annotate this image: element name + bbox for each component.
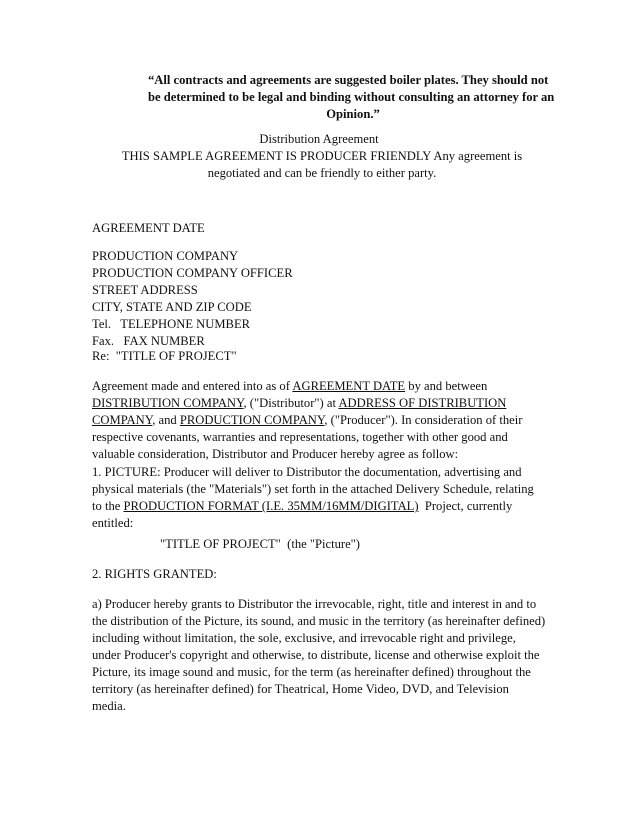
picture-line-4: entitled: xyxy=(92,516,134,530)
project-title-line xyxy=(92,536,572,553)
intro-distribution-company: DISTRIBUTION COMPANY xyxy=(92,396,244,410)
notice-line-1: THIS SAMPLE AGREEMENT IS PRODUCER FRIENDLY Any agreement is xyxy=(121,149,523,163)
rights-heading-text: 2. RIGHTS GRANTED: xyxy=(92,567,217,581)
notice-line-2: negotiated and can be friendly to either party. xyxy=(207,166,437,180)
rights-line-1: a) Producer hereby grants to Distributor the irrevocable, right, title and interest in and to xyxy=(92,597,537,611)
re-line xyxy=(92,348,572,365)
intro-address-2: COMPANY xyxy=(92,413,153,427)
address-line-street: STREET ADDRESS xyxy=(92,283,198,297)
address-line-officer: PRODUCTION COMPANY OFFICER xyxy=(92,266,293,280)
intro-line-2 xyxy=(92,395,572,412)
intro-paragraph xyxy=(92,378,572,463)
disclaimer-line-1: “All contracts and agreements are suggested boiler plates. They should not xyxy=(148,73,549,87)
picture-line-1: 1. PICTURE: Producer will deliver to Distributor the documentation, advertising and xyxy=(92,465,522,479)
intro-text-1: Agreement made and entered into as of xyxy=(92,379,293,393)
rights-line-7: media. xyxy=(92,699,126,713)
intro-text-4: , and xyxy=(152,413,180,427)
producer-notice xyxy=(92,148,552,182)
intro-address-1: ADDRESS OF DISTRIBUTION xyxy=(338,396,507,410)
disclaimer-line-2: be determined to be legal and binding without consulting an attorney for an xyxy=(148,90,555,104)
project-title-text: "TITLE OF PROJECT" (the "Picture") xyxy=(160,537,360,551)
disclaimer-line-3: Opinion.” xyxy=(326,107,380,121)
rights-line-5: Picture, its image sound and music, for the term (as hereinafter defined) throughout the xyxy=(92,665,531,679)
intro-text-5: , ("Producer"). In consideration of their xyxy=(324,413,523,427)
picture-production-format: PRODUCTION FORMAT (I.E. 35MM/16MM/DIGITAL) xyxy=(123,499,419,513)
address-line-tel: Tel. TELEPHONE NUMBER xyxy=(92,317,251,331)
intro-line-4: respective covenants, warranties and representations, together with other good and xyxy=(92,430,508,444)
disclaimer xyxy=(148,72,558,123)
address-line-company: PRODUCTION COMPANY xyxy=(92,249,239,263)
rights-line-3: including without limitation, the sole, exclusive, and irrevocable right and privilege, xyxy=(92,631,516,645)
picture-text-post: Project, currently xyxy=(418,499,513,513)
intro-line-3 xyxy=(92,412,572,429)
rights-line-6: territory (as hereinafter defined) for Theatrical, Home Video, DVD, and Television xyxy=(92,682,509,696)
rights-heading xyxy=(92,566,572,583)
address-line-fax: Fax. FAX NUMBER xyxy=(92,334,205,348)
address-line-city: CITY, STATE AND ZIP CODE xyxy=(92,300,252,314)
agreement-date-text: AGREEMENT DATE xyxy=(92,221,205,235)
picture-section xyxy=(92,464,572,532)
document-title: Distribution Agreement xyxy=(259,132,379,146)
intro-agreement-date: AGREEMENT DATE xyxy=(292,379,406,393)
rights-line-4: under Producer's copyright and otherwise, to distribute, license and otherwise exploit the xyxy=(92,648,540,662)
intro-line-1 xyxy=(92,378,572,395)
address-block xyxy=(92,248,572,350)
intro-text-2: by and between xyxy=(405,379,488,393)
picture-line-2: physical materials (the "Materials") set forth in the attached Delivery Schedule, relating xyxy=(92,482,534,496)
picture-text-pre: to the xyxy=(92,499,124,513)
re-line-text: Re: "TITLE OF PROJECT" xyxy=(92,349,237,363)
intro-line-5: valuable consideration, Distributor and Producer hereby agree as follow: xyxy=(92,447,459,461)
intro-production-company: PRODUCTION COMPANY xyxy=(179,413,325,427)
agreement-date xyxy=(92,220,572,237)
picture-line-3 xyxy=(92,498,572,515)
rights-line-2: the distribution of the Picture, its sound, and music in the territory (as hereinafter defined) xyxy=(92,614,546,628)
rights-paragraph xyxy=(92,596,572,715)
intro-text-3: , ("Distributor") at xyxy=(243,396,339,410)
